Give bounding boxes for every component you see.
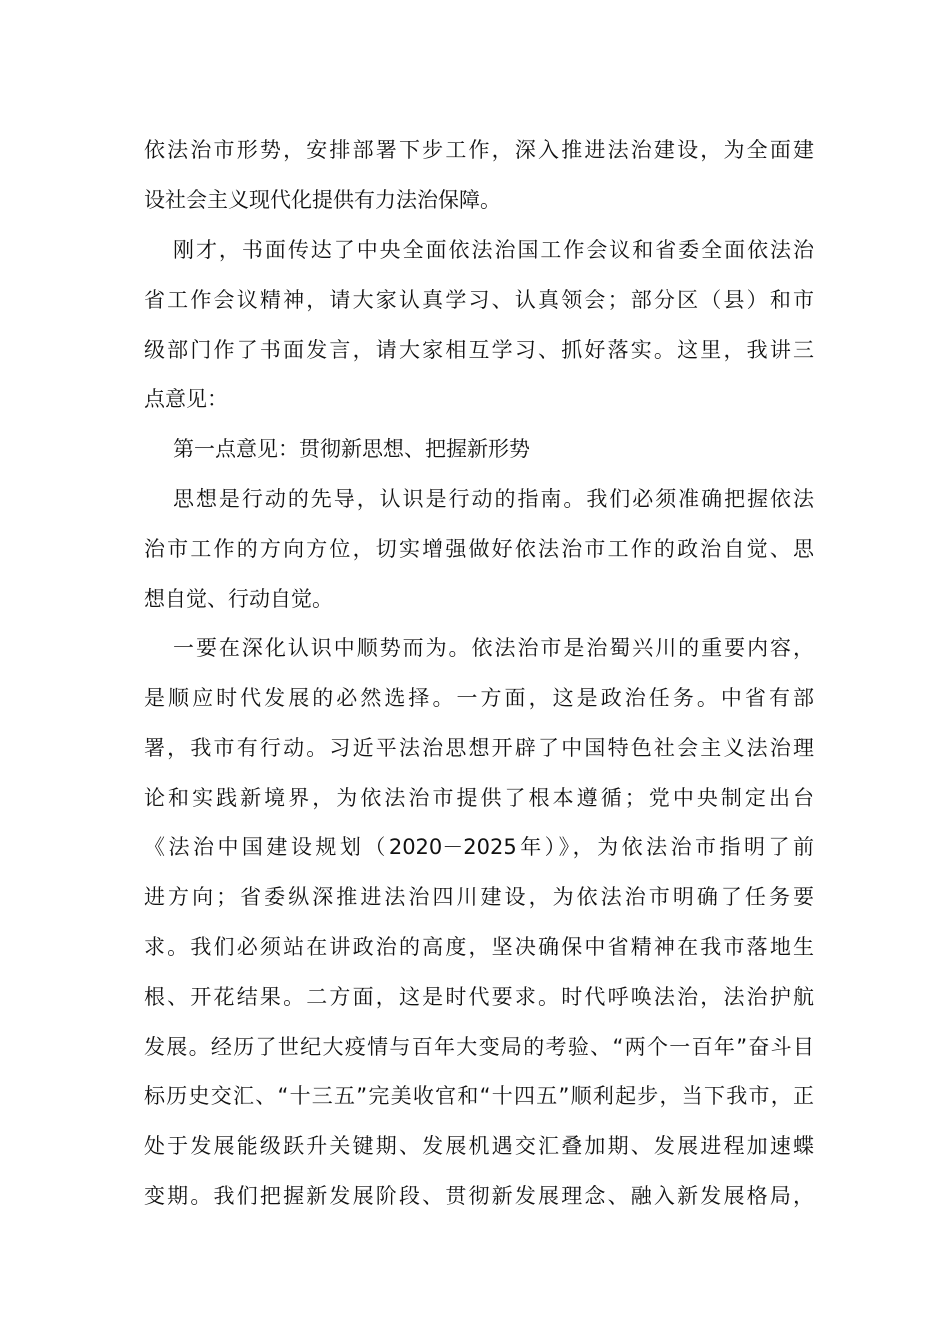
section-heading: 第一点意见：贯彻新思想、把握新形势	[173, 437, 530, 461]
body-line: 发展。经历了世纪大疫情与百年大变局的考验、“两个一百年”奋斗目	[144, 1035, 814, 1059]
body-line: 治市工作的方向方位，切实增强做好依法治市工作的政治自觉、思	[144, 537, 814, 561]
body-line: 论和实践新境界，为依法治市提供了根本遵循；党中央制定出台	[144, 786, 814, 810]
body-line: 《法治中国建设规划（2020－2025年）》，为依法治市指明了前	[144, 835, 814, 859]
paragraph-first-line: 一要在深化认识中顺势而为。依法治市是治蜀兴川的重要内容，	[173, 636, 814, 660]
body-line: 想自觉、行动自觉。	[144, 587, 333, 611]
body-line: 省工作会议精神，请大家认真学习、认真领会；部分区（县）和市	[144, 288, 814, 312]
body-line: 变期。我们把握新发展阶段、贯彻新发展理念、融入新发展格局，	[144, 1184, 814, 1208]
body-line: 根、开花结果。二方面，这是时代要求。时代呼唤法治，法治护航	[144, 985, 814, 1009]
body-line: 求。我们必须站在讲政治的高度，坚决确保中省精神在我市落地生	[144, 935, 814, 959]
body-line: 处于发展能级跃升关键期、发展机遇交汇叠加期、发展进程加速蝶	[144, 1134, 814, 1158]
body-line: 级部门作了书面发言，请大家相互学习、抓好落实。这里，我讲三	[144, 338, 814, 362]
body-line: 是顺应时代发展的必然选择。一方面，这是政治任务。中省有部	[144, 686, 814, 710]
body-line: 进方向；省委纵深推进法治四川建设，为依法治市明确了任务要	[144, 885, 814, 909]
body-line: 点意见：	[144, 387, 228, 411]
body-line: 署，我市有行动。习近平法治思想开辟了中国特色社会主义法治理	[144, 736, 814, 760]
body-line: 标历史交汇、“十三五”完美收官和“十四五”顺利起步，当下我市，正	[144, 1084, 814, 1108]
body-line: 依法治市形势，安排部署下步工作，深入推进法治建设，为全面建	[144, 138, 814, 162]
paragraph-first-line: 刚才，书面传达了中央全面依法治国工作会议和省委全面依法治	[173, 238, 814, 262]
body-line: 设社会主义现代化提供有力法治保障。	[144, 188, 501, 212]
paragraph-first-line: 思想是行动的先导，认识是行动的指南。我们必须准确把握依法	[173, 487, 814, 511]
